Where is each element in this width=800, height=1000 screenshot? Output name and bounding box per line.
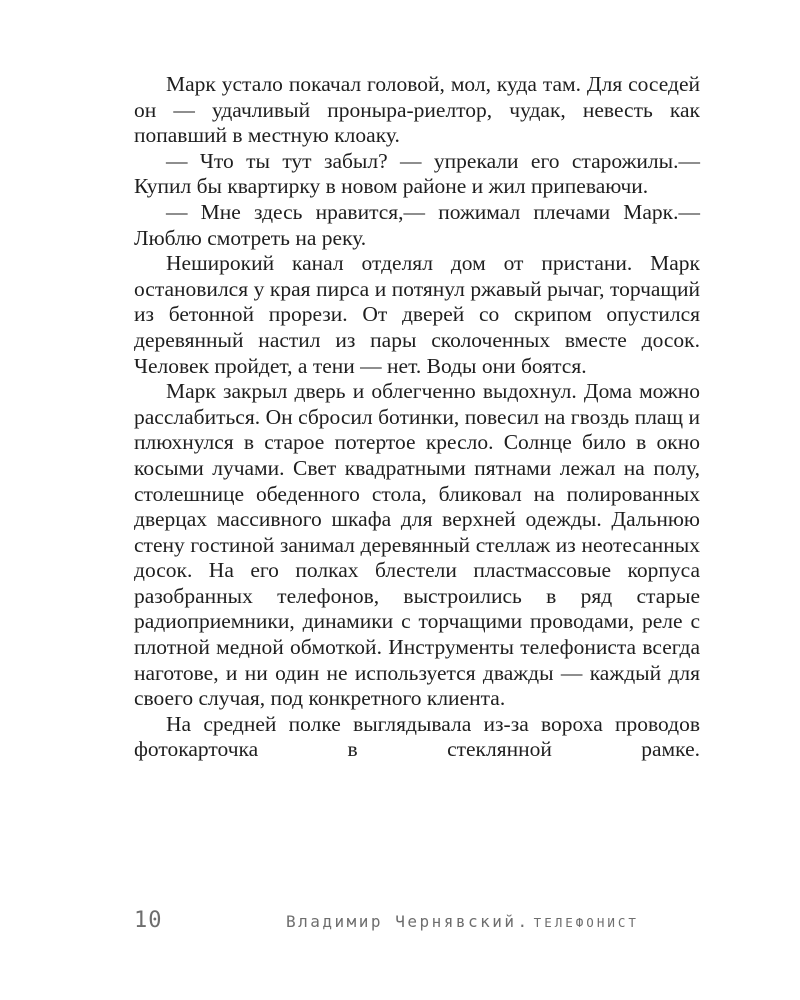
paragraph: На средней полке выглядывала из-за вороха проводов фотокарточка в стеклянной рамке. bbox=[134, 711, 700, 762]
paragraph: — Мне здесь нравится,— пожимал плечами Марк.— Люблю смотреть на реку. bbox=[134, 199, 700, 250]
paragraph: — Что ты тут забыл? — упрекали его старожилы.— Купил бы квартирку в новом районе и жил припеваючи. bbox=[134, 148, 700, 199]
paragraph: Марк закрыл дверь и облегченно выдохнул. Дома можно расслабиться. Он сбросил ботинки, повесил на гвоздь плащ и плюхнулся в старое потертое кресло. Солнце било в окно косыми лучами. Свет квадратными пятнами лежал на полу, столешнице обеденного стола, бликовал на полированных дверцах массивного шкафа для верхней одежды. Дальнюю стену гостиной занимал деревянный стеллаж из неотесанных досок. На его полках блестели пластмассовые корпуса разобранных телефонов, выстроились в ряд старые радиоприемники, динамики с торчащими проводами, реле с плотной медной обмоткой. Инструменты телефониста всегда наготове, и ни один не используется дважды — каждый для своего случая, под конкретного клиента. bbox=[134, 379, 700, 711]
title-separator: . bbox=[517, 912, 530, 931]
paragraph: Неширокий канал отделял дом от пристани. Марк остановился у края пирса и потянул ржавый рычаг, торчащий из бетонной прорези. От дверей со скрипом опустился деревянный настил из пары сколоченных вместе досок. Человек пройдет, а тени — нет. Воды они боятся. bbox=[134, 251, 700, 378]
paragraph: Марк устало покачал головой, мол, куда там. Для соседей он — удачливый проныра-риелтор, чудак, невесть как попавший в местную клоаку. bbox=[134, 72, 700, 148]
author-name: Владимир Чернявский bbox=[286, 912, 517, 931]
page-footer bbox=[134, 908, 700, 938]
book-title: ТЕЛЕФОНИСТ bbox=[533, 915, 639, 930]
body-text bbox=[134, 72, 700, 763]
page-number: 10 bbox=[134, 908, 163, 933]
running-title bbox=[286, 912, 639, 931]
